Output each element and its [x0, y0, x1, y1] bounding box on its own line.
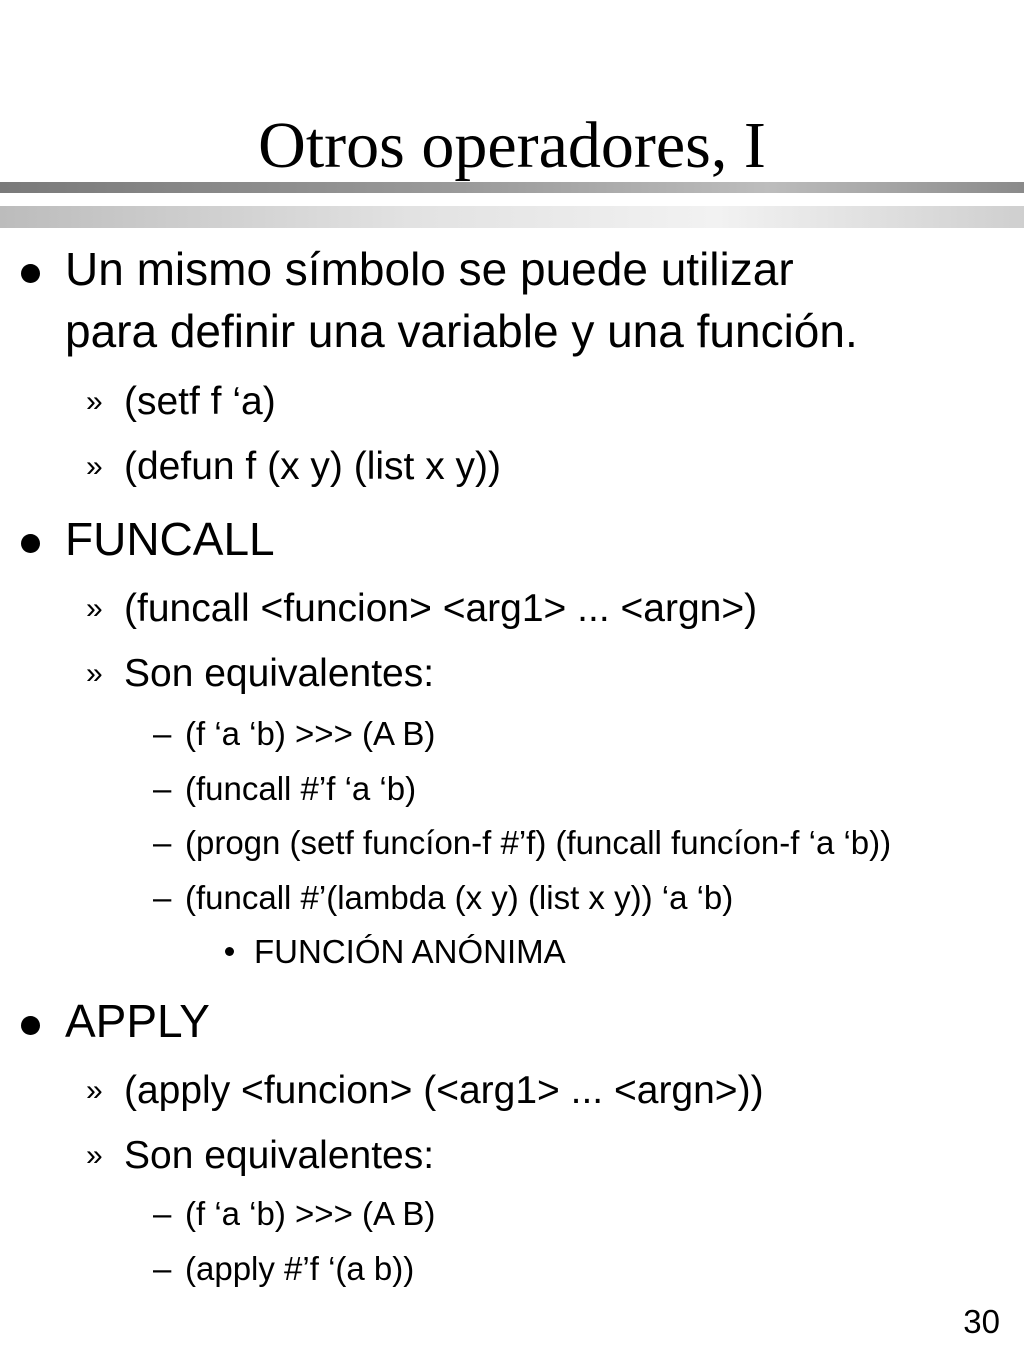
small-dot-bullet-icon: [225, 947, 234, 956]
sub-sub-bullet-text: (f ‘a ‘b) >>> (A B): [185, 715, 436, 752]
sub-bullet-text: Son equivalentes:: [124, 1134, 435, 1177]
level4-bullet-text: FUNCIÓN ANÓNIMA: [254, 933, 566, 970]
sub-sub-bullet-text: (funcall #’(lambda (x y) (list x y)) ‘a ‘b): [185, 879, 734, 916]
chevron-bullet-icon: »: [86, 592, 103, 625]
sub-sub-bullet-text: (progn (setf funcíon-f #’f) (funcall funcíon-f ‘a ‘b)): [185, 824, 892, 861]
sub-bullet-text: Son equivalentes:: [124, 652, 435, 695]
chevron-bullet-icon: »: [86, 450, 103, 483]
dash-bullet-icon: –: [153, 770, 172, 807]
bullet-text: Un mismo símbolo se puede utilizar: [65, 243, 794, 295]
dash-bullet-icon: –: [153, 1250, 172, 1287]
sub-sub-bullet-text: (apply #’f ‘(a b)): [185, 1250, 415, 1287]
bullet-text-continuation: para definir una variable y una función.: [65, 305, 858, 357]
page-number: 30: [963, 1303, 1000, 1340]
bullet-dot-icon: [21, 1016, 40, 1035]
chevron-bullet-icon: »: [86, 1074, 103, 1107]
title-divider-light: [0, 206, 1024, 228]
sub-sub-bullet-text: (funcall #’f ‘a ‘b): [185, 770, 417, 807]
bullet-dot-icon: [21, 534, 40, 553]
dash-bullet-icon: –: [153, 879, 172, 916]
sub-sub-bullet-text: (f ‘a ‘b) >>> (A B): [185, 1195, 436, 1232]
sub-bullet-text: (defun f (x y) (list x y)): [124, 445, 502, 488]
sub-bullet-text: (apply <funcion> (<arg1> ... <argn>)): [124, 1069, 764, 1112]
chevron-bullet-icon: »: [86, 657, 103, 690]
bullet-text: FUNCALL: [65, 513, 275, 565]
chevron-bullet-icon: »: [86, 385, 103, 418]
bullet-dot-icon: [21, 264, 40, 283]
dash-bullet-icon: –: [153, 715, 172, 752]
dash-bullet-icon: –: [153, 824, 172, 861]
dash-bullet-icon: –: [153, 1195, 172, 1232]
sub-bullet-text: (funcall <funcion> <arg1> ... <argn>): [124, 587, 758, 630]
sub-bullet-text: (setf f ‘a): [124, 380, 276, 423]
title-divider-dark: [0, 182, 1024, 193]
chevron-bullet-icon: »: [86, 1139, 103, 1172]
bullet-text: APPLY: [65, 995, 210, 1047]
slide-title: Otros operadores, I: [258, 109, 766, 182]
